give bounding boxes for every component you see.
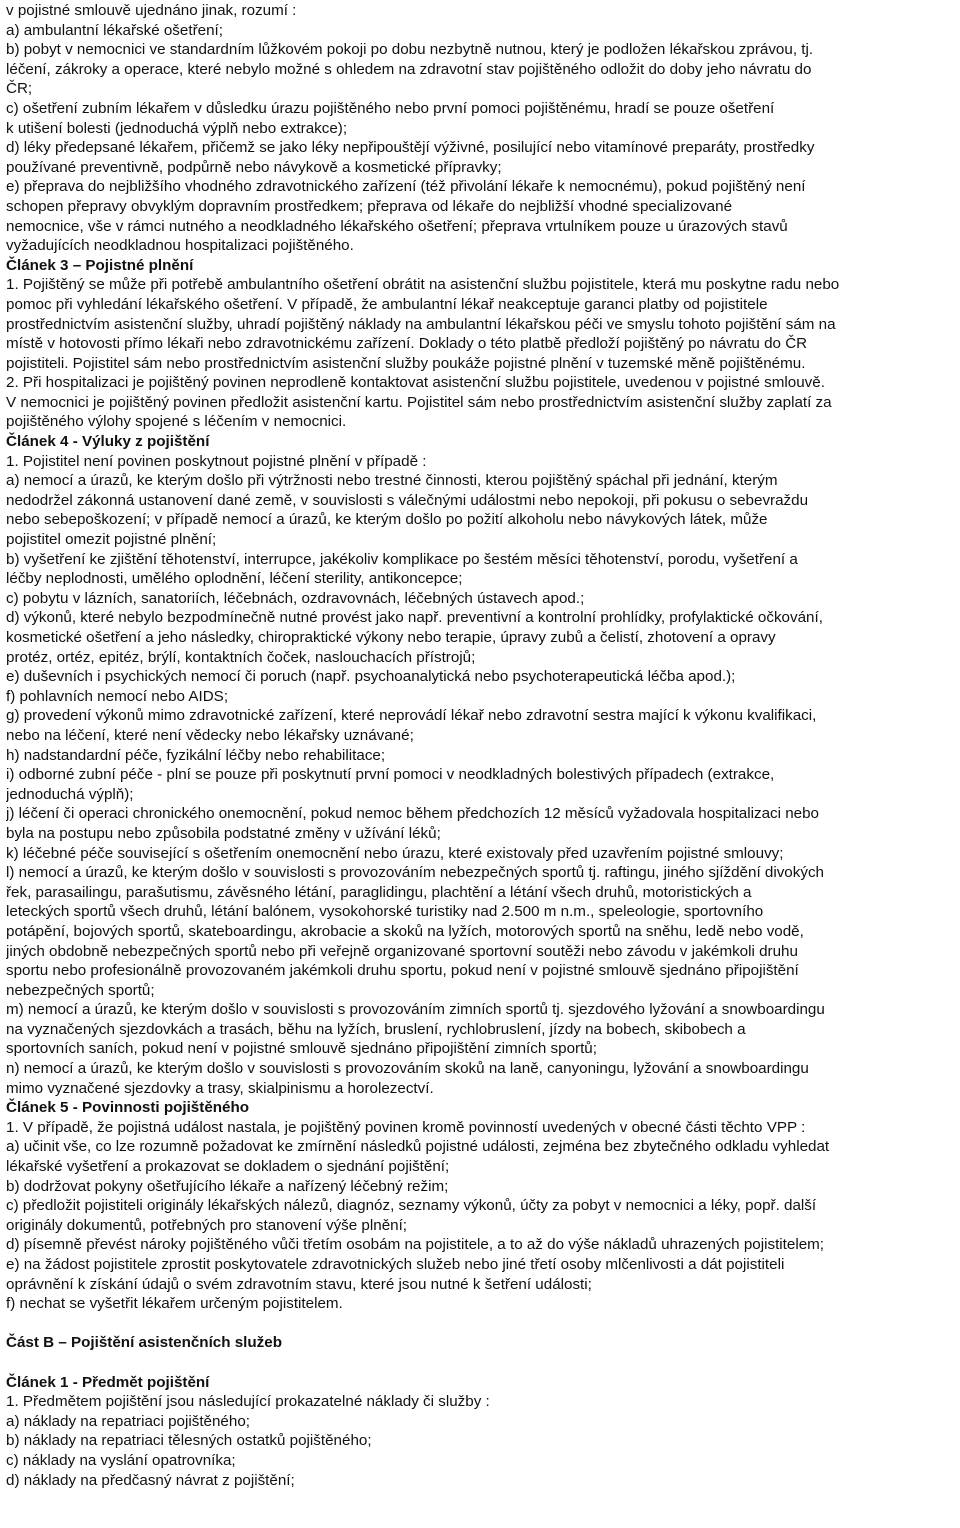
text-line: originály dokumentů, potřebných pro stanovení výše plnění; — [6, 1216, 408, 1234]
text-line: i) odborné zubní péče - plní se pouze při poskytnutí první pomoci v neodkladných bolestivých případech (extrakce, — [6, 766, 775, 784]
text-line: používané preventivně, podpůrně nebo návykově a kosmetické přípravky; — [6, 158, 502, 176]
section-heading: Článek 4 - Výluky z pojištění — [6, 433, 210, 451]
text-line: d) výkonů, které nebylo bezpodmínečně nutné provést jako např. preventivní a kontrolní prohlídky, profylaktické očkování, — [6, 609, 823, 627]
text-line: c) náklady na vyslání opatrovníka; — [6, 1451, 236, 1469]
text-line: mimo vyznačené sjezdovky a trasy, skialpinismu a horolezectví. — [6, 1079, 434, 1097]
blank-line — [6, 1353, 948, 1373]
text-line: pojistitel omezit pojistné plnění; — [6, 531, 217, 549]
text-line: a) učinit vše, co lze rozumně požadovat ke zmírnění následků pojistné události, zejména bez zbytečného odkladu vyhledat — [6, 1138, 830, 1156]
text-line: ČR; — [6, 80, 33, 98]
text-line: jednoduchá výplň); — [6, 785, 134, 803]
section-heading: Článek 3 – Pojistné plnění — [6, 256, 194, 274]
text-line: j) léčení či operaci chronického onemocnění, pokud nemoc během předchozích 12 měsíců vyžadovala hospitalizaci nebo — [6, 805, 819, 823]
text-line: schopen přepravy obvyklým dopravním prostředkem; přeprava od lékaře do nejbližší vhodné specializované — [6, 197, 733, 215]
text-line: b) náklady na repatriaci tělesných ostatků pojištěného; — [6, 1432, 372, 1450]
text-line: 1. Předmětem pojištění jsou následující prokazatelné náklady či služby : — [6, 1393, 490, 1411]
text-line: místě v hotovosti přímo lékaři nebo zdravotnickému zařízení. Doklady o této platbě předloží pojištěný po návratu do ČR — [6, 335, 808, 353]
text-line: 2. Při hospitalizaci je pojištěný povinen neprodleně kontaktovat asistenční službu pojistitele, uvedenou v pojistné smlouvě. — [6, 374, 825, 392]
text-line: a) nemocí a úrazů, ke kterým došlo při výtržnosti nebo trestné činnosti, kterou pojištěný spáchal při jednání, kterým — [6, 472, 778, 490]
text-line: oprávnění k získání údajů o svém zdravotním stavu, které jsou nutné k šetření události; — [6, 1275, 592, 1293]
text-line: l) nemocí a úrazů, ke kterým došlo v souvislosti s provozováním nebezpečných sportů tj. raftingu, jiného sjíždění divokých — [6, 864, 824, 882]
text-line: jiných obdobně nebezpečných sportů nebo při veřejně organizované sportovní soutěži nebo závodu v jakémkoli druhu — [6, 942, 798, 960]
text-line: vyžadujících neodkladnou hospitalizaci pojištěného. — [6, 237, 354, 255]
text-line: 1. V případě, že pojistná událost nastala, je pojištěný povinen kromě povinností uvedených v obecné části těchto VPP : — [6, 1118, 806, 1136]
text-line: m) nemocí a úrazů, ke kterým došlo v souvislosti s provozováním zimních sportů tj. sjezdového lyžování a snowboardingu — [6, 1001, 825, 1019]
text-line: a) náklady na repatriaci pojištěného; — [6, 1412, 250, 1430]
text-line: v pojistné smlouvě ujednáno jinak, rozumí : — [6, 2, 297, 19]
text-line: pomoc při vyhledání lékařského ošetření. V případě, že ambulantní lékař neakceptuje garanci platby od pojistitele — [6, 295, 768, 313]
text-line: nebezpečných sportů; — [6, 981, 155, 999]
text-line: léčby neplodnosti, umělého oplodnění, léčení sterility, antikoncepce; — [6, 570, 463, 588]
text-line: g) provedení výkonů mimo zdravotnické zařízení, které neprovádí lékař nebo zdravotní sestra mající k výkonu kvalifikaci, — [6, 707, 817, 725]
section-heading: Článek 5 - Povinnosti pojištěného — [6, 1099, 250, 1117]
text-line: pojištěného výlohy spojené s léčením v nemocnici. — [6, 413, 347, 431]
text-line: k utišení bolesti (jednoduchá výplň nebo extrakce); — [6, 119, 348, 137]
text-line: pojistiteli. Pojistitel sám nebo prostřednictvím asistenční služby poukáže pojistné plnění v tuzemské měně pojištěnému. — [6, 354, 806, 372]
text-line: byla na postupu nebo způsobila podstatné změny v užívání léků; — [6, 824, 441, 842]
text-line: a) ambulantní lékařské ošetření; — [6, 21, 223, 39]
text-line: d) léky předepsané lékařem, přičemž se jako léky nepřipouštějí výživné, posilující nebo vitamínové preparáty, prostředky — [6, 139, 815, 157]
text-line: c) ošetření zubním lékařem v důsledku úrazu pojištěného nebo první pomoci pojištěnému, hradí se pouze ošetření — [6, 99, 775, 117]
section-heading: Článek 1 - Předmět pojištění — [6, 1373, 210, 1391]
text-line: d) písemně převést nároky pojištěného vůči třetím osobám na pojistitele, a to až do výše nákladů uhrazených pojistitelem; — [6, 1236, 825, 1254]
text-line: potápění, bojových sportů, skateboardingu, akrobacie a skoků na lyžích, motorových sportů na sněhu, ledě nebo vodě, — [6, 922, 804, 940]
text-line: léčení, zákroky a operace, které nebylo možné s ohledem na zdravotní stav pojištěného odložit do doby jeho návratu do — [6, 60, 812, 78]
text-line: e) duševních i psychických nemocí či poruch (např. psychoanalytická nebo psychoterapeutická léčba apod.); — [6, 668, 736, 686]
text-line: sportu nebo profesionálně provozovaném jakémkoli druhu sportu, pokud není v pojistné smlouvě sjednáno připojištění — [6, 962, 799, 980]
text-line: b) dodržovat pokyny ošetřujícího lékaře a nařízený léčebný režim; — [6, 1177, 449, 1195]
text-line: nedodržel zákonná ustanovení dané země, v souvislosti s válečnými událostmi nebo nepokoji, při pokusu o sebevraždu — [6, 491, 809, 509]
text-line: na vyznačených sjezdovkách a trasách, běhu na lyžích, bruslení, rychlobruslení, jízdy na bobech, skibobech a — [6, 1020, 746, 1038]
text-line: b) pobyt v nemocnici ve standardním lůžkovém pokoji po dobu nezbytně nutnou, který je podložen lékařskou zprávou, tj. — [6, 41, 814, 59]
text-line: e) na žádost pojistitele zprostit poskytovatele zdravotnických služeb nebo jiné třetí osoby mlčenlivosti a dát pojistiteli — [6, 1256, 785, 1273]
text-line: b) vyšetření ke zjištění těhotenství, interrupce, jakékoliv komplikace po šestém měsíci těhotenství, porodu, vyšetření a — [6, 550, 798, 568]
text-line: nebo na léčení, které není vědecky nebo lékařsky uznávané; — [6, 726, 414, 744]
text-line: leteckých sportů všech druhů, létání balónem, vysokohorské turistiky nad 2.500 m n.m., speleologie, sportovního — [6, 903, 764, 921]
text-line: f) pohlavních nemocí nebo AIDS; — [6, 687, 229, 705]
text-line: sportovních saních, pokud není v pojistné smlouvě sjednáno připojištění zimních sportů; — [6, 1040, 597, 1058]
text-line: kosmetické ošetření a jeho následky, chiropraktické výkony nebo terapie, úpravy zubů a čelistí, zhotovení a opravy — [6, 629, 776, 646]
text-line: nebo sebepoškození; v případě nemocí a úrazů, ke kterým došlo po požití alkoholu nebo návykových látek, může — [6, 511, 768, 529]
text-line: h) nadstandardní péče, fyzikální léčby nebo rehabilitace; — [6, 746, 386, 764]
text-line: řek, parasailingu, parašutismu, závěsného létání, paraglidingu, plachtění a létání všech druhů, motoristických a — [6, 883, 752, 901]
text-line: e) přeprava do nejbližšího vhodného zdravotnického zařízení (též přivolání lékaře k nemocnému), pokud pojištěný není — [6, 178, 806, 196]
section-heading: Část B – Pojištění asistenčních služeb — [6, 1334, 282, 1352]
text-line: c) předložit pojistiteli originály lékařských nálezů, diagnóz, seznamy výkonů, účty za pobyt v nemocnici a léky, popř. další — [6, 1197, 817, 1215]
text-line: 1. Pojištěný se může při potřebě ambulantního ošetření obrátit na asistenční službu pojistitele, která mu poskytne radu nebo — [6, 276, 840, 294]
text-line: c) pobytu v lázních, sanatoriích, léčebnách, ozdravovnách, léčebných ústavech apod.; — [6, 589, 585, 607]
blank-line — [6, 1314, 948, 1334]
text-line: lékařské vyšetření a prokazovat se dokladem o sjednání pojištění; — [6, 1158, 450, 1176]
text-line: protéz, ortéz, epitéz, brýlí, kontaktních čoček, naslouchacích přístrojů; — [6, 648, 476, 666]
text-line: V nemocnici je pojištěný povinen předložit asistenční kartu. Pojistitel sám nebo prostřednictvím asistenční služby zaplatí za — [6, 393, 832, 411]
text-line: f) nechat se vyšetřit lékařem určeným pojistitelem. — [6, 1295, 343, 1313]
text-line: prostřednictvím asistenční služby, uhradí pojištěný náklady na ambulantní lékařskou péči ve smyslu tohoto pojištění sám na — [6, 315, 836, 333]
text-line: k) léčebné péče související s ošetřením onemocnění nebo úrazu, které existovaly před uzavřením pojistné smlouvy; — [6, 844, 784, 862]
text-line: n) nemocí a úrazů, ke kterým došlo v souvislosti s provozováním skoků na laně, canyoningu, lyžování a snowboardingu — [6, 1060, 809, 1078]
text-line: nemocnice, vše v rámci nutného a neodkladného lékařského ošetření; přeprava vrtulníkem pouze u úrazových stavů — [6, 217, 788, 235]
text-line: d) náklady na předčasný návrat z pojištění; — [6, 1471, 295, 1489]
text-line: 1. Pojistitel není povinen poskytnout pojistné plnění v případě : — [6, 452, 427, 470]
